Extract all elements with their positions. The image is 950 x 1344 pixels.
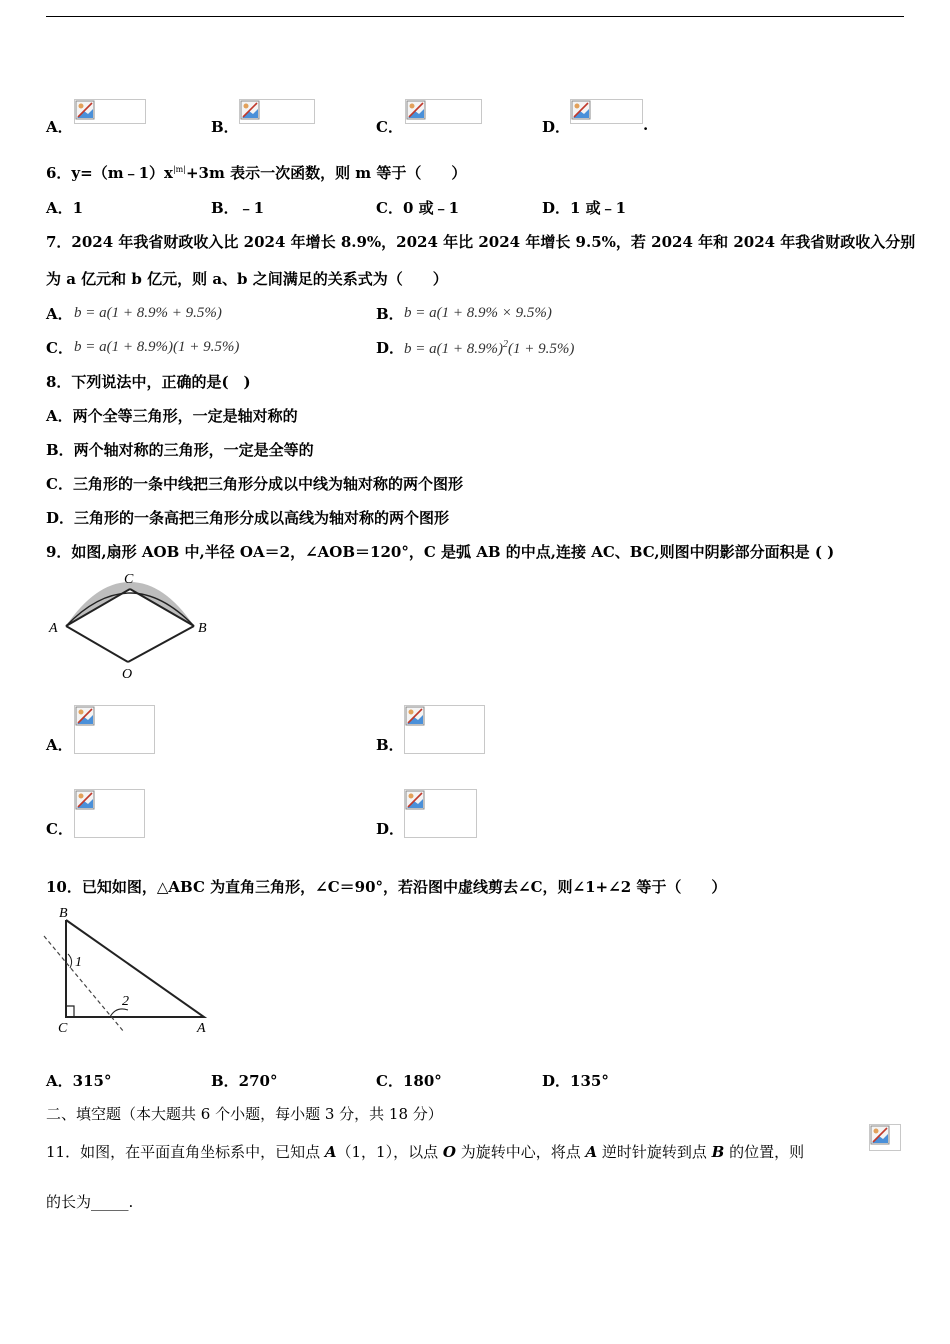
q9-shaded-segment — [66, 582, 194, 626]
broken-image-icon — [406, 100, 426, 120]
q10-triangle — [66, 920, 204, 1017]
q11-stem-line2: 的长为_____. — [46, 1193, 134, 1211]
broken-image-icon — [405, 790, 425, 810]
broken-image-icon — [405, 706, 425, 726]
q9-option-b-label: B． — [376, 736, 404, 754]
q5-option-d-suffix: . — [643, 116, 649, 134]
q11-text-mid2: 为旋转中心，将点 — [455, 1143, 586, 1161]
q6-option-a: A．1 — [46, 199, 84, 217]
q11-text-mid1: （1，1），以点 — [336, 1143, 443, 1161]
broken-image-icon — [870, 1125, 890, 1145]
q7-option-b-label: B． — [376, 305, 404, 323]
q9-label-a: A — [49, 621, 58, 636]
q10-option-a: A．315° — [46, 1072, 112, 1090]
q10-right-angle-mark — [66, 1006, 74, 1017]
q7-option-b-formula: b = a(1 + 8.9% × 9.5%) — [404, 305, 552, 321]
q7-option-d-formula-part1: b = a(1 + 8.9%) — [404, 341, 503, 357]
q9-label-b: B — [198, 621, 207, 636]
broken-image-icon — [75, 790, 95, 810]
q8-option-d: D．三角形的一条高把三角形分成以高线为轴对称的两个图形 — [46, 509, 450, 527]
q6-option-b: B．﹣1 — [211, 199, 265, 217]
q10-label-a: A — [197, 1021, 206, 1036]
q6-option-d: D．1 或﹣1 — [542, 199, 627, 217]
q9-option-c-image — [74, 789, 145, 838]
q7-stem-line2: 为 a 亿元和 b 亿元，则 a、b 之间满足的关系式为（ ） — [46, 270, 448, 288]
q7-option-d-formula — [404, 339, 574, 358]
q9-segment-oa — [66, 626, 128, 662]
q11-stem-line1 — [46, 1141, 804, 1162]
q11-text-mid3: 逆时针旋转到点 — [597, 1143, 712, 1161]
broken-image-icon — [75, 100, 95, 120]
q10-label-angle-1: 1 — [75, 955, 82, 970]
q10-triangle-figure — [40, 902, 220, 1038]
q5-option-a-label: A． — [46, 118, 73, 136]
q11-text-pre: 11．如图，在平面直角坐标系中，已知点 — [46, 1143, 325, 1161]
q8-stem: 8．下列说法中，正确的是( ) — [46, 373, 251, 391]
q5-option-d-label: D． — [542, 118, 571, 136]
q9-arc-ab — [66, 593, 194, 626]
q7-option-c-formula: b = a(1 + 8.9%)(1 + 9.5%) — [74, 339, 240, 355]
broken-image-icon — [571, 100, 591, 120]
q5-option-c-image — [405, 99, 482, 124]
broken-image-icon — [240, 100, 260, 120]
q9-option-a-image — [74, 705, 155, 754]
q9-label-c: C — [124, 572, 134, 587]
q9-stem: 9．如图,扇形 AOB 中,半径 OA＝2，∠AOB＝120°，C 是弧 AB 的中点,连接 AC、BC,则图中阴影部分面积是 ( ) — [46, 543, 835, 561]
q10-option-d: D．135° — [542, 1072, 609, 1090]
q11-point-a: A — [324, 1143, 337, 1161]
q5-option-d-image — [570, 99, 643, 124]
q6-stem-post: +3m 表示一次函数，则 m 等于（ ） — [185, 164, 467, 182]
q7-option-d-formula-part2: (1 + 9.5%) — [507, 341, 575, 357]
q5-option-b-image — [239, 99, 315, 124]
q8-option-a: A．两个全等三角形，一定是轴对称的 — [46, 407, 298, 425]
q9-option-a-label: A． — [46, 736, 73, 754]
header-rule — [46, 16, 904, 17]
broken-image-icon — [75, 706, 95, 726]
q11-point-a-second: A — [585, 1143, 598, 1161]
q5-option-b-label: B． — [211, 118, 239, 136]
q10-option-b: B．270° — [211, 1072, 278, 1090]
q8-option-c: C．三角形的一条中线把三角形分成以中线为轴对称的两个图形 — [46, 475, 463, 493]
q10-label-angle-2: 2 — [122, 994, 129, 1009]
q10-label-c: C — [58, 1021, 68, 1036]
q5-option-c-label: C． — [376, 118, 403, 136]
q7-option-c-label: C． — [46, 339, 73, 357]
q5-option-a-image — [74, 99, 146, 124]
q9-option-c-label: C． — [46, 820, 73, 838]
q11-point-b: B — [711, 1143, 725, 1161]
q7-option-d-label: D． — [376, 339, 405, 357]
q9-option-d-label: D． — [376, 820, 405, 838]
section-2-heading: 二、填空题（本大题共 6 个小题，每小题 3 分，共 18 分） — [46, 1105, 443, 1123]
q7-option-d-exponent: 2 — [502, 339, 508, 350]
q11-arc-symbol-image — [869, 1124, 901, 1151]
q9-sector-figure — [44, 568, 214, 680]
q6-option-c: C．0 或﹣1 — [376, 199, 460, 217]
q11-text-post: 的位置，则 — [724, 1143, 805, 1161]
q11-point-o: O — [442, 1143, 456, 1161]
question-6-stem — [46, 162, 466, 183]
q10-stem: 10．已知如图，△ABC 为直角三角形，∠C＝90°，若沿图中虚线剪去∠C，则∠1+∠2 等于（ ） — [46, 878, 727, 896]
q9-segment-ob — [128, 626, 194, 662]
q9-option-d-image — [404, 789, 477, 838]
q7-option-a-label: A． — [46, 305, 73, 323]
q9-label-o: O — [122, 667, 133, 680]
q9-option-b-image — [404, 705, 485, 754]
q10-option-c: C．180° — [376, 1072, 442, 1090]
q8-option-b: B．两个轴对称的三角形，一定是全等的 — [46, 441, 314, 459]
q10-angle-2-arc — [110, 1009, 128, 1017]
q7-option-a-formula: b = a(1 + 8.9% + 9.5%) — [74, 305, 222, 321]
q7-stem-line1: 7．2024 年我省财政收入比 2024 年增长 8.9%，2024 年比 2024 年增长 9.5%，若 2024 年和 2024 年我省财政收入分别 — [46, 233, 916, 251]
q6-stem-sup: |m| — [172, 165, 186, 174]
q10-label-b: B — [59, 906, 68, 921]
q6-stem-pre: 6．y=（m﹣1）x — [46, 164, 173, 182]
